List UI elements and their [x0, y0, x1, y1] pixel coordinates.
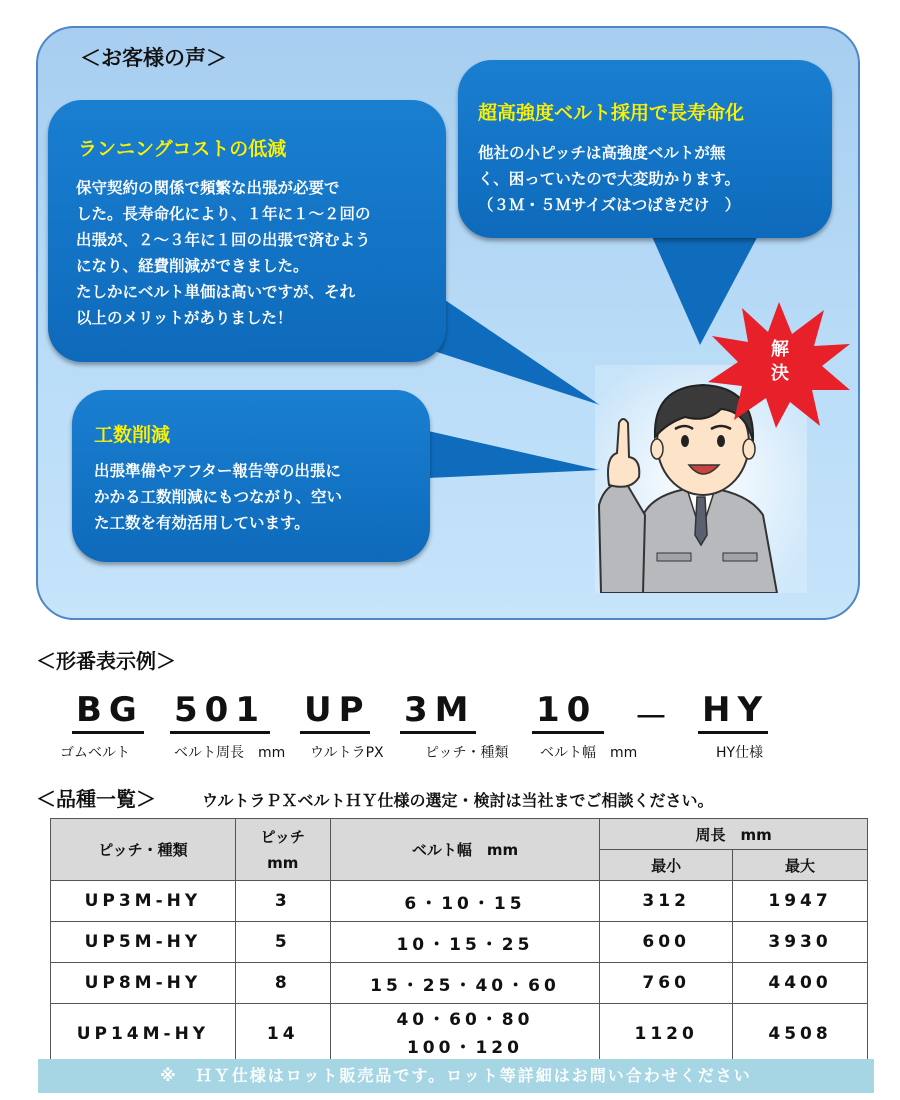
code-label-rubber-belt: ゴムベルト	[60, 745, 130, 761]
cell-max: 1947	[733, 881, 868, 922]
bubble-title-running-cost: ランニングコストの低減	[78, 138, 287, 160]
cell-min: 1120	[600, 1004, 733, 1065]
code-part-hy: HY	[702, 690, 770, 730]
table-row	[51, 963, 868, 1004]
cell-min: 600	[600, 922, 733, 963]
code-part-bg: BG	[76, 690, 144, 730]
cell-min: 760	[600, 963, 733, 1004]
cell-pitch: 8	[235, 963, 330, 1004]
cell-type: UP5M-HY	[51, 922, 236, 963]
code-label-pitch-type: ピッチ・種類	[425, 745, 509, 761]
code-underline	[400, 731, 476, 734]
header-max: 最大	[733, 850, 868, 881]
code-label-ultra-px: ウルトラPX	[310, 745, 384, 761]
code-underline	[300, 731, 370, 734]
product-list-note: ウルトラＰＸベルトＨＹ仕様の選定・検討は当社までご相談ください。	[202, 791, 714, 810]
header-pitch	[235, 819, 330, 881]
code-part-pitch: 3M	[404, 690, 476, 730]
cell-type: UP14M-HY	[51, 1004, 236, 1065]
product-list-title: ＜品種一覧＞	[36, 787, 156, 811]
bubble-text-work-hours: 出張準備やアフター報告等の出張に かかる工数削減にもつながり、空い た工数を有効活用しています。	[94, 462, 343, 532]
code-part-dash: －	[634, 698, 675, 738]
footer-note: ※ ＨＹ仕様はロット販売品です。ロット等詳細はお問い合わせください	[38, 1059, 874, 1093]
cell-type: UP3M-HY	[51, 881, 236, 922]
header-pitch-label: ピッチ	[260, 827, 305, 846]
badge-label	[764, 338, 796, 386]
cell-pitch: 3	[235, 881, 330, 922]
table-row	[51, 881, 868, 922]
code-part-width: 10	[536, 690, 598, 730]
cell-width: 15・25・40・60	[330, 963, 600, 1004]
table-header-row	[51, 819, 868, 850]
bubble-title-long-life: 超高強度ベルト採用で長寿命化	[478, 102, 745, 124]
bubble-text-running-cost: 保守契約の関係で頻繁な出張が必要で した。長寿命化により、１年に１～２回の 出張が、２～３年に１回の出張で済むよう になり、経費削減ができました。 たしかにベルト単価は高いですが、それ 以上のメリットがありました！	[76, 179, 371, 327]
code-part-length: 501	[174, 690, 266, 730]
badge-label-line2: 決	[771, 363, 789, 384]
cell-width-line2: 100・120	[406, 1038, 523, 1058]
cell-width: 6・10・15	[330, 881, 600, 922]
header-pitch-type: ピッチ・種類	[51, 819, 236, 881]
header-width: ベルト幅 mm	[330, 819, 600, 881]
cell-type: UP8M-HY	[51, 963, 236, 1004]
customer-voice-title: ＜お客様の声＞	[80, 46, 227, 70]
cell-width	[330, 1004, 600, 1065]
bubble-text-long-life: 他社の小ピッチは高強度ベルトが無 く、困っていたので大変助かります。 （３Ｍ・５Ｍサイズはつばきだけ ）	[478, 144, 741, 214]
bubble-title-work-hours: 工数削減	[94, 424, 171, 446]
cell-max: 4508	[733, 1004, 868, 1065]
model-example-title: ＜形番表示例＞	[36, 649, 176, 673]
code-underline	[532, 731, 604, 734]
product-spec-table	[50, 818, 868, 1065]
cell-min: 312	[600, 881, 733, 922]
cell-max: 3930	[733, 922, 868, 963]
cell-max: 4400	[733, 963, 868, 1004]
cell-width-line1: 40・60・80	[396, 1010, 534, 1030]
header-min: 最小	[600, 850, 733, 881]
code-underline	[72, 731, 144, 734]
cell-width: 10・15・25	[330, 922, 600, 963]
code-label-belt-length: ベルト周長 mm	[174, 745, 286, 761]
code-part-up: UP	[304, 690, 371, 730]
table-row	[51, 922, 868, 963]
code-label-belt-width: ベルト幅 mm	[540, 745, 638, 761]
code-underline	[698, 731, 768, 734]
cell-pitch: 14	[235, 1004, 330, 1065]
code-underline	[170, 731, 270, 734]
table-row	[51, 1004, 868, 1065]
badge-label-line1: 解	[771, 339, 789, 360]
header-pitch-unit: mm	[267, 853, 299, 872]
code-label-hy-spec: HY仕様	[716, 745, 764, 761]
header-length: 周長 mm	[600, 819, 868, 850]
cell-pitch: 5	[235, 922, 330, 963]
